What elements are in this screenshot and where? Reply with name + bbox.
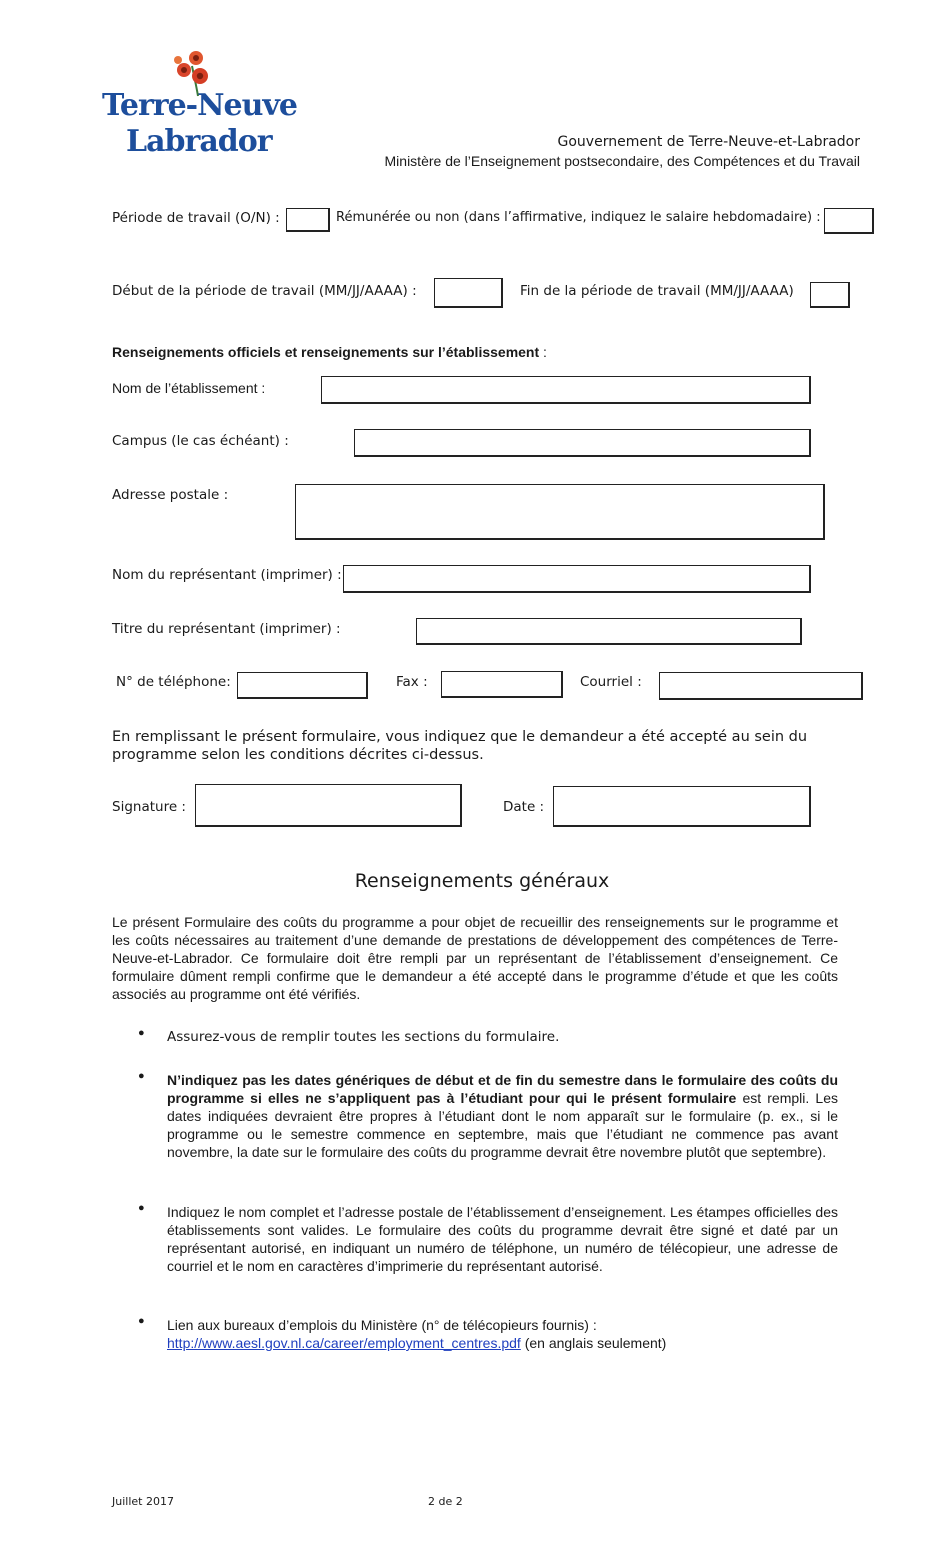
logo [100,48,297,159]
campus-label: Campus (le cas échéant) : [112,433,289,449]
official-heading-text: Renseignements officiels et renseignements sur l’établissement [112,344,540,360]
logo-line1: Terre-Neuve [102,88,297,123]
rep-name-label: Nom du représentant (imprimer) : [112,567,342,583]
work-period-label: Période de travail (O/N) : [112,210,280,226]
header-government: Gouvernement de Terre-Neuve-et-Labrador [557,134,860,150]
work-period-input[interactable] [286,208,330,232]
paid-input[interactable] [824,208,874,234]
address-label: Adresse postale : [112,487,229,503]
address-input[interactable] [295,484,825,540]
bullet-2-rest: est rempli. Les dates indiquées devraient être propres à l’étudiant dont le nom apparaît sur le formulaire (p. ex., si le programme ou le semestre commence en septembre, mais que l’étudiant ne commence pas avant novembre, la date sur le formulaire des coûts du programme devrait être novembre plutôt que septembre). [167,1090,838,1160]
email-label: Courriel : [580,674,642,690]
date-label: Date : [503,799,545,815]
general-title: Renseignements généraux [354,870,610,892]
bullet-2-text [167,1071,838,1161]
email-input[interactable] [659,672,863,700]
signature-input[interactable] [195,784,462,827]
bullet-2-bold: N’indiquez pas les dates génériques de début et de fin du semestre dans le formulaire des coûts du programme si elles ne s’appliquent pas à l’étudiant pour qui le présent formulaire [167,1072,838,1106]
fax-input[interactable] [441,671,563,698]
official-heading [112,344,547,360]
logo-line2: Labrador [126,124,272,159]
footer-page: 2 de 2 [428,1495,463,1508]
header-ministry: Ministère de l’Enseignement postsecondaire, des Compétences et du Travail [384,153,860,169]
signature-label: Signature : [112,799,186,815]
bullet-dot-1: ● [138,1027,145,1039]
footer-date: Juillet 2017 [112,1495,174,1508]
general-intro: Le présent Formulaire des coûts du programme a pour objet de recueillir des renseignements sur le programme et les coûts nécessaires au traitement d’une demande de prestations de développement des compétences de Terre-Neuve-et-Labrador. Ce formulaire doit être rempli par un représentant de l’établissement d’enseignement. Ce formulaire dûment rempli confirme que le demandeur a été accepté dans le programme d’étude et que les coûts associés au programme ont été vérifiés. [112,914,838,1002]
bullet-dot-2: ● [138,1070,145,1082]
work-end-label: Fin de la période de travail (MM/JJ/AAAA) [520,283,794,299]
work-start-label: Début de la période de travail (MM/JJ/AAAA) : [112,283,417,299]
declaration-text: En remplissant le présent formulaire, vous indiquez que le demandeur a été accepté au sein du programme selon les conditions décrites ci-dessus. [112,729,808,763]
rep-title-label: Titre du représentant (imprimer) : [112,621,341,637]
campus-input[interactable] [354,429,811,457]
bullet-dot-4: ● [138,1315,145,1327]
bullet-3-text: Indiquez le nom complet et l’adresse postale de l’établissement d’enseignement. Les étampes officielles des établissements sont valides. Le formulaire des coûts du programme devrait être signé et daté par un représentant autorisé, en indiquant un numéro de téléphone, un numéro de télécopieur, une adresse de courriel et le nom en caractères d’imprimerie du représentant autorisé. [167,1204,838,1274]
official-heading-colon: : [539,344,547,360]
bullet-4-intro: Lien aux bureaux d’emplois du Ministère (n° de télécopieurs fournis) : [167,1317,597,1333]
date-input[interactable] [553,786,811,827]
bullet-4-text [167,1316,838,1352]
employment-centres-link[interactable]: http://www.aesl.gov.nl.ca/career/employment_centres.pdf [167,1335,521,1351]
phone-input[interactable] [237,672,368,699]
paid-label: Rémunérée ou non (dans l’affirmative, indiquez le salaire hebdomadaire) : [336,210,821,225]
institution-label: Nom de l’établissement : [112,380,266,396]
rep-name-input[interactable] [343,565,811,593]
bullet-dot-3: ● [138,1202,145,1214]
work-end-input[interactable] [810,282,850,308]
phone-label: N° de téléphone: [116,674,231,690]
fax-label: Fax : [396,674,428,690]
bullet-4-suffix: (en anglais seulement) [520,1335,667,1351]
bullet-1-text: Assurez-vous de remplir toutes les sections du formulaire. [167,1029,560,1045]
work-start-input[interactable] [434,278,503,308]
institution-input[interactable] [321,376,811,404]
rep-title-input[interactable] [416,618,802,645]
